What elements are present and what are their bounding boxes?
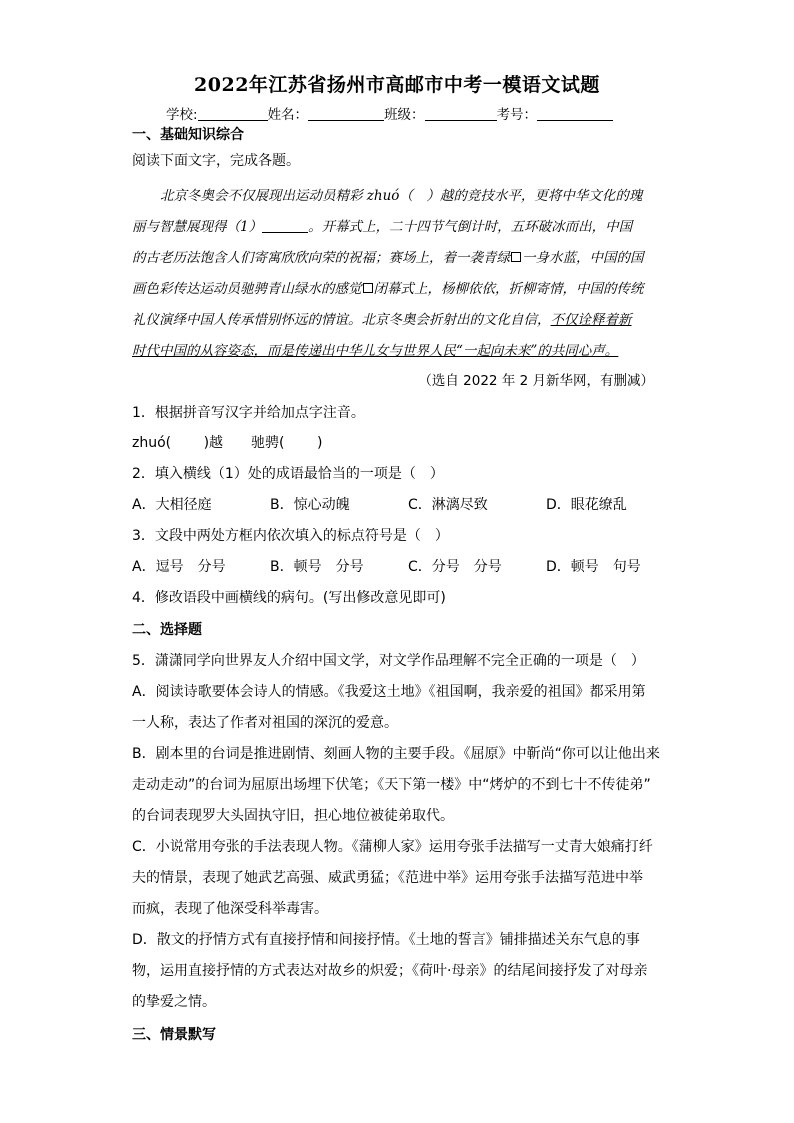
student-info-line bbox=[166, 103, 613, 123]
question-2-options bbox=[132, 494, 654, 514]
section1-heading: 一、基础知识综合 bbox=[132, 127, 244, 143]
school-blank[interactable] bbox=[198, 107, 268, 121]
passage-line-5a: 礼仪演绎中国人传承惜别怀远的情谊。北京冬奥会折射出的文化自信， bbox=[132, 312, 551, 328]
q3-option-d[interactable]: D．顿号 句号 bbox=[546, 559, 641, 575]
passage-line-3a: 的古老历法饱含人们寄寓欣欣向荣的祝福；赛场上，着一袭青绿 bbox=[132, 250, 510, 266]
q5-option-c-line-2: 夫的情景，表现了她武艺高强、威武勇猛；《范进中举》运用夸张手法描写范进中举 bbox=[132, 870, 643, 886]
name-blank[interactable] bbox=[308, 107, 384, 121]
punctuation-box-1 bbox=[511, 252, 521, 262]
question-1-fill: zhuó( )越 驰骋( ) bbox=[132, 435, 323, 451]
q5-option-d-line-3: 的挚爱之情。 bbox=[132, 994, 216, 1010]
q5-option-a-line-2: 一人称，表达了作者对祖国的深沉的爱意。 bbox=[132, 715, 398, 731]
q2-option-a[interactable]: A．大相径庭 bbox=[132, 497, 212, 513]
page-title: 2022年江苏省扬州市高邮市中考一模语文试题 bbox=[194, 74, 600, 96]
q5-option-d-line-2: 物，运用直接抒情的方式表达对故乡的炽爱；《荷叶·母亲》的结尾间接抒发了对母亲 bbox=[132, 963, 648, 979]
passage-line-3b: 一身水蓝，中国的国 bbox=[522, 250, 644, 266]
question-2: 2．填入横线（1）处的成语最恰当的一项是（ ） bbox=[132, 466, 444, 482]
q5-option-b-line-2: 走动走动”的台词为屈原出场埋下伏笔；《天下第一楼》中“烤炉的不到七十不传徒弟” bbox=[132, 777, 651, 793]
class-label: 班级： bbox=[384, 107, 425, 123]
q5-option-c-line-1: C．小说常用夸张的手法表现人物。《蒲柳人家》运用夸张手法描写一丈青大娘痛打纤 bbox=[132, 839, 653, 855]
q5-option-b-line-3: 的台词表现罗大头固执守旧，担心地位被徒弟取代。 bbox=[132, 808, 454, 824]
school-label: 学校: bbox=[166, 107, 198, 123]
q5-option-a-line-1: A．阅读诗歌要体会诗人的情感。《我爱这土地》《祖国啊，我亲爱的祖国》都采用第 bbox=[132, 684, 646, 700]
q2-option-d[interactable]: D．眼花缭乱 bbox=[546, 497, 627, 513]
passage-source: （选自 2022 年 2 月新华网，有删减） bbox=[418, 373, 654, 389]
passage-line-4a: 画色彩传达运动员驰骋青山绿水的感觉 bbox=[132, 281, 362, 297]
passage-line-2a: 丽与智慧展现得（1） bbox=[132, 219, 263, 235]
underlined-sentence-part2: 时代中国的从容姿态，而是传递出中华儿女与世界人民“一起向未来”的共同心声。 bbox=[132, 343, 619, 359]
passage-line-5 bbox=[132, 308, 654, 328]
question-3-options bbox=[132, 556, 654, 576]
underlined-sentence-part1: 不仅诠释着新 bbox=[550, 312, 632, 328]
passage-line-4b: 闭幕式上，杨柳依依，折柳寄情，中国的传统 bbox=[373, 281, 644, 297]
q2-option-c[interactable]: C．淋漓尽致 bbox=[408, 497, 488, 513]
passage-line-4 bbox=[132, 277, 654, 297]
q3-option-c[interactable]: C．分号 分号 bbox=[408, 559, 502, 575]
passage-line-6 bbox=[132, 339, 654, 359]
question-1: 1．根据拼音写汉字并给加点字注音。 bbox=[132, 405, 365, 421]
passage-line-2 bbox=[132, 215, 654, 235]
exam-no-blank[interactable] bbox=[537, 107, 613, 121]
section2-heading: 二、选择题 bbox=[132, 622, 202, 638]
section3-heading: 三、情景默写 bbox=[132, 1027, 216, 1043]
passage-line-1: 北京冬奥会不仅展现出运动员精彩 zhuó（ ）越的竞技水平，更将中华文化的瑰 bbox=[160, 188, 643, 204]
name-label: 姓名： bbox=[267, 107, 309, 123]
exam-no-label: 考号： bbox=[496, 107, 538, 123]
idiom-blank[interactable] bbox=[262, 220, 308, 233]
section1-intro: 阅读下面文字，完成各题。 bbox=[132, 153, 300, 169]
q5-option-c-line-3: 而疯，表现了他深受科举毒害。 bbox=[132, 901, 328, 917]
q2-option-b[interactable]: B．惊心动魄 bbox=[270, 497, 350, 513]
q3-option-a[interactable]: A．逗号 分号 bbox=[132, 559, 226, 575]
passage-line-3 bbox=[132, 246, 654, 266]
q5-option-d-line-1: D．散文的抒情方式有直接抒情和间接抒情。《土地的誓言》铺排描述关东气息的事 bbox=[132, 932, 640, 948]
class-blank[interactable] bbox=[425, 107, 497, 121]
question-4: 4．修改语段中画横线的病句。(写出修改意见即可) bbox=[132, 590, 446, 606]
question-3: 3．文段中两处方框内依次填入的标点符号是（ ） bbox=[132, 528, 449, 544]
q5-option-b-line-1: B．剧本里的台词是推进剧情、刻画人物的主要手段。《屈原》中靳尚“你可以让他出来 bbox=[132, 746, 660, 762]
question-5: 5．潇潇同学向世界友人介绍中国文学，对文学作品理解不完全正确的一项是（ ） bbox=[132, 653, 645, 669]
passage-line-2b: 。开幕式上，二十四节气倒计时，五环破冰而出，中国 bbox=[308, 219, 633, 235]
punctuation-box-2 bbox=[363, 283, 373, 293]
q3-option-b[interactable]: B．顿号 分号 bbox=[270, 559, 364, 575]
